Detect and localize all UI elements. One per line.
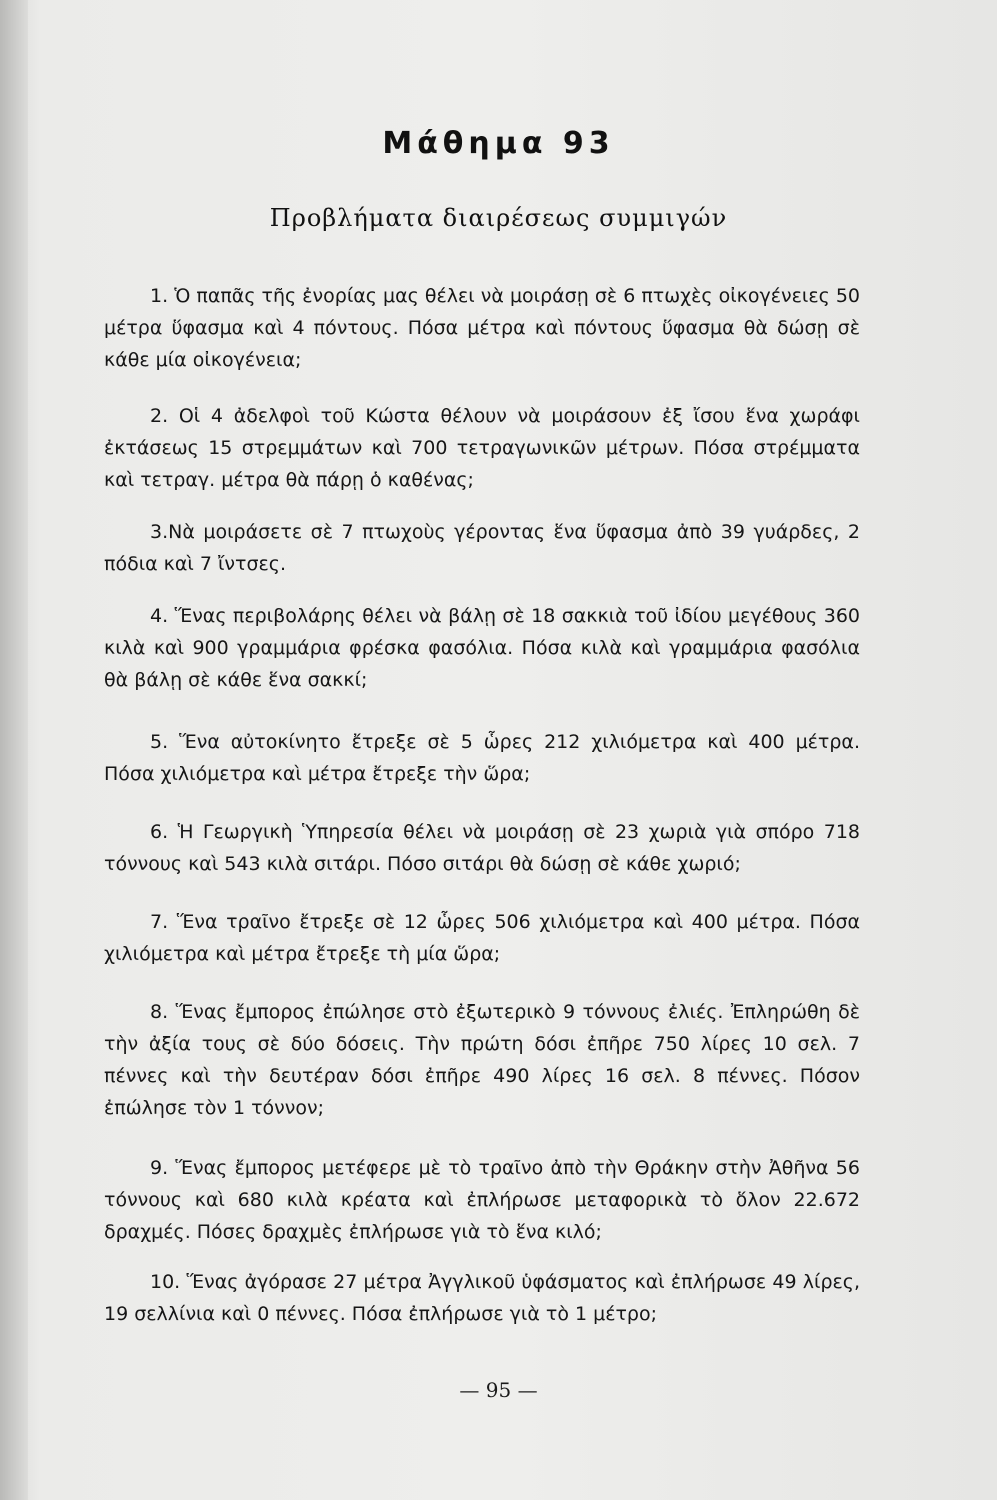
- problem-text: Ἕνα τραῖνο ἔτρεξε σὲ 12 ὧρες 506 χιλιόμετρα καὶ 400 μέτρα. Πόσα χιλιόμετρα καὶ μέτρα ἔτρεξε τὴ μία ὥρα;: [104, 911, 861, 965]
- problem-number: 8.: [150, 1001, 169, 1023]
- problem-number: 7.: [150, 911, 169, 933]
- problem-number: 1.: [150, 285, 169, 307]
- problem-text: Ἕνας ἔμπορος μετέφερε μὲ τὸ τραῖνο ἀπὸ τὴν Θράκην στὴν Ἀθῆνα 56 τόννους καὶ 680 κιλὰ κρέατα καὶ ἐπλήρωσε μεταφορικὰ τὸ ὅλον 22.672 δραχμές. Πόσες δραχμὲς ἐπλήρωσε γιὰ τὸ ἕνα κιλό;: [104, 1157, 860, 1243]
- problem-9: [104, 1152, 860, 1248]
- problem-number: 3.: [150, 521, 169, 543]
- problem-3: [104, 516, 860, 580]
- problem-number: 2.: [150, 405, 169, 427]
- problem-number: 10.: [150, 1271, 181, 1293]
- section-title: Προβλήματα διαιρέσεως συμμιγών: [269, 204, 728, 232]
- problem-text: Νὰ μοιράσετε σὲ 7 πτωχοὺς γέροντας ἕνα ὕφασμα ἀπὸ 39 γυάρδες, 2 πόδια καὶ 7 ἴντσες.: [104, 521, 860, 575]
- problem-number: 4.: [150, 605, 169, 627]
- problem-text: Ἡ Γεωργικὴ Ὑπηρεσία θέλει νὰ μοιράσῃ σὲ 23 χωριὰ γιὰ σπόρο 718 τόννους καὶ 543 κιλὰ σιτάρι. Πόσο σιτάρι θὰ δώσῃ σὲ κάθε χωριό;: [104, 821, 860, 875]
- problem-text: Ἕνας ἔμπορος ἐπώλησε στὸ ἐξωτερικὸ 9 τόννους ἐλιές. Ἐπληρώθη δὲ τὴν ἀξία τους σὲ δύο δόσεις. Τὴν πρώτη δόσι ἐπῆρε 750 λίρες 10 σελ. 7 πέννες καὶ τὴν δευτέραν δόσι ἐπῆρε 490 λίρες 16 σελ. 8 πέννες. Πόσον ἐπώλησε τὸν 1 τόννον;: [104, 1001, 861, 1119]
- problem-text: Ὁ παπᾶς τῆς ἐνορίας μας θέλει νὰ μοιράσῃ σὲ 6 πτωχὲς οἰκογένειες 50 μέτρα ὕφασμα καὶ 4 πόντους. Πόσα μέτρα καὶ πόντους ὕφασμα θὰ δώσῃ σὲ κάθε μία οἰκογένεια;: [104, 285, 860, 371]
- problem-text: Ἕνας περιβολάρης θέλει νὰ βάλῃ σὲ 18 σακκιὰ τοῦ ἰδίου μεγέθους 360 κιλὰ καὶ 900 γραμμάρια φρέσκα φασόλια. Πόσα κιλὰ καὶ γραμμάρια φασόλια θὰ βάλῃ σὲ κάθε ἕνα σακκί;: [104, 605, 861, 691]
- problem-2: [104, 400, 860, 496]
- problem-5: [104, 726, 860, 790]
- problem-8: [104, 996, 860, 1124]
- problem-4: [104, 600, 860, 696]
- problem-number: 5.: [150, 731, 169, 753]
- problem-6: [104, 816, 860, 880]
- problem-text: Ἕνα αὐτοκίνητο ἔτρεξε σὲ 5 ὧρες 212 χιλιόμετρα καὶ 400 μέτρα. Πόσα χιλιόμετρα καὶ μέτρα ἔτρεξε τὴν ὥρα;: [104, 731, 860, 785]
- problem-text: Οἱ 4 ἀδελφοὶ τοῦ Κώστα θέλουν νὰ μοιράσουν ἐξ ἴσου ἕνα χωράφι ἐκτάσεως 15 στρεμμάτων καὶ 700 τετραγωνικῶν μέτρων. Πόσα στρέμματα καὶ τετραγ. μέτρα θὰ πάρῃ ὁ καθένας;: [104, 405, 860, 491]
- problem-text: Ἕνας ἀγόρασε 27 μέτρα Ἀγγλικοῦ ὑφάσματος καὶ ἐπλήρωσε 49 λίρες, 19 σελλίνια καὶ 0 πέννες. Πόσα ἐπλήρωσε γιὰ τὸ 1 μέτρο;: [104, 1271, 860, 1325]
- problem-1: [104, 280, 860, 376]
- problem-number: 9.: [150, 1157, 169, 1179]
- problem-number: 6.: [150, 821, 169, 843]
- page-number: — 95 —: [459, 1378, 538, 1402]
- problem-10: [104, 1266, 860, 1330]
- problem-7: [104, 906, 860, 970]
- lesson-title: Μάθημα 93: [382, 126, 615, 161]
